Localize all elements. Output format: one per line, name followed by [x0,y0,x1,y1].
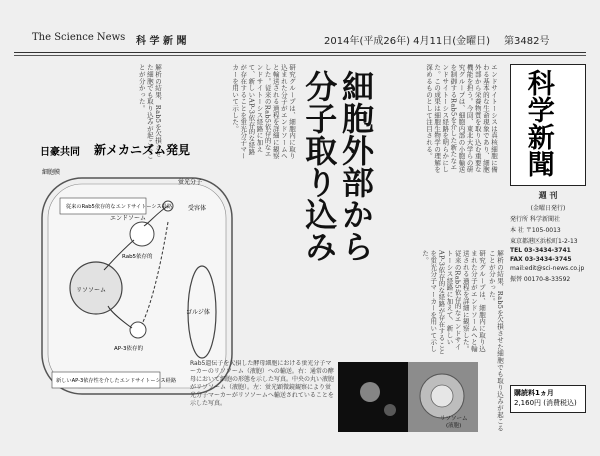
lysosome-photo-label: リソソーム [440,416,468,422]
endosome-shape [130,222,154,246]
body-paragraph-2: 解析の結果、Rab5を欠損させた細胞でも取り込みが起こることが分かった。 [137,64,162,160]
fluorescent-label: 蛍光分子 [178,179,203,186]
issue-number: 第3482号 [504,36,550,47]
new-path-label: 新しいAP-3依存性を介したエンドサイトーシス経路 [56,378,177,384]
publisher-name: 科学新聞社 [529,216,560,223]
vacuole-shape [431,385,453,407]
page-header [14,26,586,53]
ap3-vesicle-shape [130,322,146,338]
golgi-label: ゴルジ体 [186,309,210,316]
photo-svg [338,362,478,432]
price-value: 2,160円 (消費税込) [514,399,577,407]
price-box [510,385,586,413]
receptor-label: 受容体 [188,205,207,212]
address: 東京都港区浜松町1-2-13 [510,238,578,245]
lysosome-label: リソソーム [76,287,107,294]
photo-caption: Rab5遺伝子を欠損した酵母細胞における蛍光分子マーカーのリソソーム（液胞）への輸送。右：通常の酵母において細胞の形態を示した写真。中央の丸い液胞がリソソーム（液胞）。左：蛍光顕微鏡観察により蛍光分子マーカーがリソソームへ輸送されていることを示した写真。 [190,360,334,408]
masthead-title: 科学新聞 [522,69,554,177]
ap3-label: AP-3依存的 [114,346,143,352]
header-rule [14,55,586,56]
paper-name: 科 学 新 聞 [136,36,187,47]
body-paragraph-4: 解析の結果、Rab5を欠損させた細胞でも取り込みが起こることが分かった。 [487,250,504,432]
publisher-label: 発行所 [510,216,529,223]
article-headline: 細胞外部から分子取り込み [300,70,375,262]
lead-paragraph: エンドサイトーシスは真核細胞に備わる基本的な生命現象であり、細胞外部から栄養物質を取り込む重要な機能を担う。今回、東北大学らの研究グループは、細胞内部の小胞輸送を制御するRab5を介した新たなエンドサイトーシス経路を明らかにした。この成果は細胞生物学の理解を深めるものとして注目される。 [425,64,498,173]
publisher-info [510,190,586,285]
fluorescent-spot [360,382,380,402]
endosome-label: エンドソーム [110,215,147,222]
issue-date: 2014年(平成26年) 4月11日(金曜日) [324,36,491,47]
membrane-label: 細胞膜 [42,169,61,176]
fax: FAX 03-3434-3745 [510,256,572,263]
fluorescent-spot-2 [384,404,396,416]
email: mail:edit@sci-news.co.jp [510,265,585,272]
tel: TEL 03-3434-3741 [510,247,571,254]
publish-day: (金曜日発行) [530,205,566,212]
vacuole-photo-label: (液胞) [446,423,462,429]
old-path-label: 従来のRab5依存的なエンドサイトーシス経路 [66,204,173,210]
body-paragraph-3: 研究グループは、細胞内に取り込まれた分子がエンドソームへと輸送される過程を詳細に観察した。従来のRab5依存的なエンドサイトーシス経路に加えて、新しいAP-3依存的な経路が存在することを蛍光分子マーカーを用いて示した。 [421,250,486,355]
brand-name: The Science News [32,32,126,43]
transfer-account: 振替 00170-8-33592 [510,276,571,283]
subhead-source: 日豪共同 [40,147,80,158]
body-paragraph-1: 研究グループは、細胞内に取り込まれた分子がエンドソームへと輸送される過程を詳細に観察した。従来のRab5依存的なエンドサイトーシス経路に加えて、新しいAP-3依存的な経路が存在することを蛍光分子マーカーを用いて示した。 [231,64,296,160]
rab5-label: Rab5依存的 [122,254,153,260]
microscopy-photo [338,362,478,432]
postal-code: 〒105-0013 [525,227,561,234]
subhead: 新メカニズム発見 [94,143,191,157]
frequency: 週 刊 [538,191,558,200]
price-label: 購読料1ヵ月 [514,389,554,397]
address-label: 本 社 [510,227,524,234]
masthead-box [510,64,586,186]
